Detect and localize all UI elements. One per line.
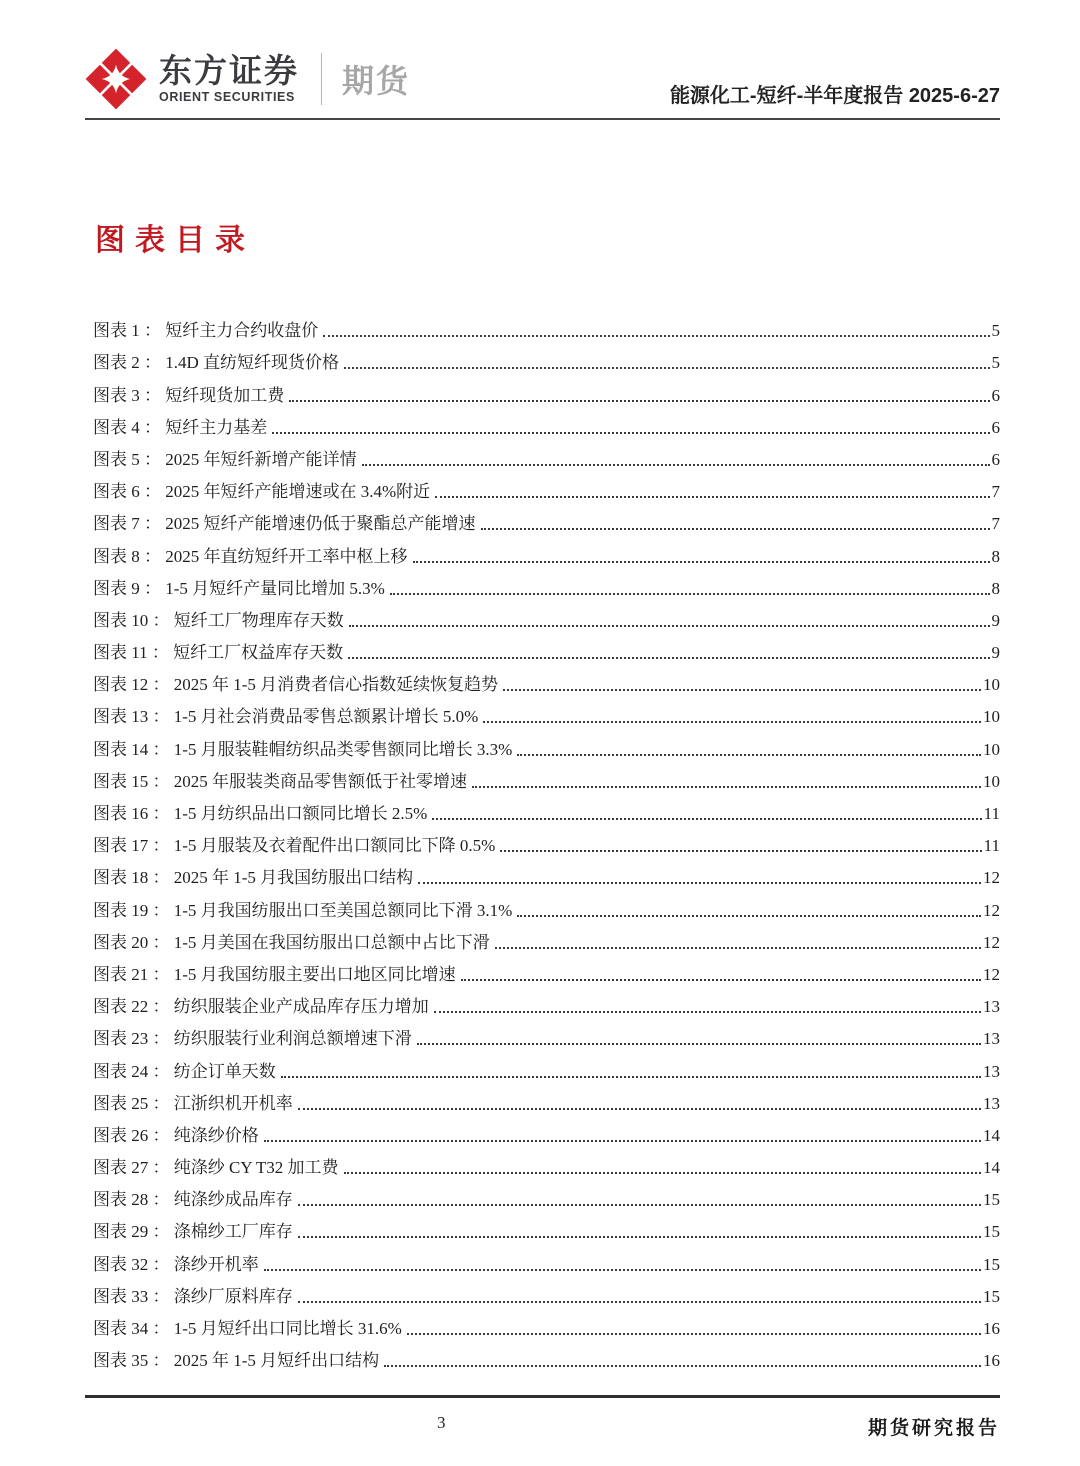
toc-page-number: 10 — [983, 771, 1000, 791]
report-title: 能源化工-短纤-半年度报告 2025-6-27 — [669, 85, 1000, 107]
toc-page-number: 10 — [983, 739, 1000, 759]
toc-dot-leader — [298, 1108, 981, 1110]
toc-page-number: 13 — [983, 1061, 1000, 1081]
toc-entry-label: 图表 28 ： 纯涤纱成品库存 — [93, 1190, 293, 1210]
toc-page-number: 8 — [991, 578, 1000, 598]
toc-entry — [85, 1017, 1000, 1049]
toc-entry-label: 图表 33 ： 涤纱厂原料库存 — [93, 1286, 293, 1306]
toc-dot-leader — [418, 882, 981, 884]
toc-entry — [85, 470, 1000, 502]
toc-page-number: 15 — [983, 1222, 1000, 1242]
toc-dot-leader — [481, 528, 990, 530]
brand-names — [159, 51, 299, 105]
toc-entry-label: 图表 35 ： 2025 年 1-5 月短纤出口结构 — [93, 1351, 380, 1371]
toc-page-number: 12 — [983, 868, 1000, 888]
toc-dot-leader — [349, 625, 990, 627]
toc-entry-label: 图表 26 ： 纯涤纱价格 — [93, 1125, 259, 1145]
toc-entry-label: 图表 1 ： 短纤主力合约收盘价 — [93, 321, 319, 341]
toc-dot-leader — [461, 979, 981, 981]
toc-entry — [85, 1242, 1000, 1274]
toc-entry-label: 图表 32 ： 涤纱开机率 — [93, 1254, 259, 1274]
toc-entry-label: 图表 19 ： 1-5 月我国纺服出口至美国总额同比下滑 3.1% — [93, 900, 513, 920]
toc-page-number: 16 — [983, 1351, 1000, 1371]
toc-dot-leader — [348, 657, 989, 659]
page-footer — [85, 1413, 1000, 1440]
toc-entry — [85, 406, 1000, 438]
brand-block — [85, 48, 410, 110]
toc-page-number: 7 — [991, 482, 1000, 502]
toc-dot-leader — [362, 464, 990, 466]
toc-dot-leader — [503, 689, 981, 691]
toc-entry — [85, 1114, 1000, 1146]
toc-entry — [85, 792, 1000, 824]
toc-entry — [85, 727, 1000, 759]
toc-dot-leader — [517, 915, 981, 917]
toc-dot-leader — [500, 850, 981, 852]
toc-entry-label: 图表 20 ： 1-5 月美国在我国纺服出口总额中占比下滑 — [93, 932, 490, 952]
toc-page-number: 11 — [983, 804, 1000, 823]
toc-entry — [85, 373, 1000, 405]
toc-entry — [85, 663, 1000, 695]
toc-entry — [85, 953, 1000, 985]
toc-entry-label: 图表 15 ： 2025 年服装类商品零售额低于社零增速 — [93, 771, 467, 791]
toc-dot-leader — [495, 947, 981, 949]
toc-entry-label: 图表 18 ： 2025 年 1-5 月我国纺服出口结构 — [93, 868, 414, 888]
toc-entry — [85, 309, 1000, 341]
toc-entry-label: 图表 17 ： 1-5 月服装及衣着配件出口额同比下降 0.5% — [93, 836, 496, 856]
toc-title: 图表目录 — [95, 224, 255, 257]
toc-page-number: 6 — [991, 417, 1000, 437]
toc-dot-leader — [289, 400, 989, 402]
header-rule — [85, 118, 1000, 120]
toc-entry-label: 图表 3 ： 短纤现货加工费 — [93, 385, 285, 405]
toc-entry-label: 图表 22 ： 纺织服装企业产成品库存压力增加 — [93, 997, 429, 1017]
toc-dot-leader — [432, 818, 981, 820]
toc-entry — [85, 1049, 1000, 1081]
toc-entry-label: 图表 34 ： 1-5 月短纤出口同比增长 31.6% — [93, 1319, 402, 1338]
toc-page-number: 15 — [983, 1254, 1000, 1274]
toc-dot-leader — [390, 593, 990, 595]
toc-entry-label: 图表 12 ： 2025 年 1-5 月消费者信心指数延续恢复趋势 — [93, 675, 499, 695]
toc-entry-label: 图表 29 ： 涤棉纱工厂库存 — [93, 1222, 293, 1242]
toc-entry — [85, 760, 1000, 792]
toc-page-number: 15 — [983, 1190, 1000, 1210]
toc-page-number: 5 — [991, 321, 1000, 341]
toc-entry-label: 图表 11 ： 短纤工厂权益库存天数 — [93, 643, 344, 663]
toc-entry-label: 图表 8 ： 2025 年直纺短纤开工率中枢上移 — [93, 546, 408, 566]
brand-name-en: ORIENT SECURITIES — [159, 90, 295, 105]
toc-dot-leader — [483, 721, 981, 723]
toc-entry-label: 图表 7 ： 2025 短纤产能增速仍低于聚酯总产能增速 — [93, 514, 476, 534]
toc-entry — [85, 567, 1000, 599]
toc-dot-leader — [344, 1172, 981, 1174]
toc-page-number: 13 — [983, 1029, 1000, 1049]
toc-dot-leader — [407, 1333, 981, 1335]
toc-entry — [85, 888, 1000, 920]
toc-entry — [85, 1082, 1000, 1114]
toc-page-number: 14 — [983, 1125, 1000, 1145]
toc-dot-leader — [298, 1236, 981, 1238]
toc-page-number: 9 — [991, 610, 1000, 630]
page-header — [85, 48, 1000, 110]
footer-page-number: 3 — [437, 1413, 446, 1433]
toc-dot-leader — [413, 561, 990, 563]
toc-list — [85, 309, 1000, 1371]
toc-entry-label: 图表 5 ： 2025 年短纤新增产能详情 — [93, 449, 357, 469]
toc-entry — [85, 985, 1000, 1017]
toc-page-number: 13 — [983, 1093, 1000, 1113]
toc-page-number: 12 — [983, 900, 1000, 920]
toc-dot-leader — [323, 335, 989, 337]
toc-page-number: 15 — [983, 1286, 1000, 1306]
toc-entry-label: 图表 14 ： 1-5 月服装鞋帽纺织品类零售额同比增长 3.3% — [93, 739, 513, 759]
toc-entry-label: 图表 9 ： 1-5 月短纤产量同比增加 5.3% — [93, 578, 385, 598]
toc-entry — [85, 1146, 1000, 1178]
toc-entry-label: 图表 24 ： 纺企订单天数 — [93, 1061, 276, 1081]
toc-entry-label: 图表 2 ： 1.4D 直纺短纤现货价格 — [93, 353, 340, 373]
toc-entry — [85, 1339, 1000, 1371]
brand-divider — [321, 53, 322, 105]
toc-page-number: 7 — [991, 514, 1000, 534]
toc-entry-label: 图表 27 ： 纯涤纱 CY T32 加工费 — [93, 1158, 339, 1178]
toc-page-number: 8 — [991, 546, 1000, 566]
division-label: 期货 — [342, 63, 411, 99]
toc-page-number: 16 — [983, 1319, 1000, 1338]
toc-entry — [85, 1307, 1000, 1339]
toc-dot-leader — [435, 496, 989, 498]
toc-entry — [85, 1178, 1000, 1210]
toc-entry — [85, 502, 1000, 534]
toc-dot-leader — [517, 754, 981, 756]
toc-page-number: 12 — [983, 964, 1000, 984]
toc-dot-leader — [472, 786, 981, 788]
toc-dot-leader — [272, 432, 989, 434]
toc-entry-label: 图表 16 ： 1-5 月纺织品出口额同比增长 2.5% — [93, 804, 428, 823]
toc-dot-leader — [434, 1011, 981, 1013]
toc-page-number: 9 — [991, 643, 1000, 663]
toc-entry — [85, 534, 1000, 566]
toc-page-number: 10 — [983, 707, 1000, 727]
toc-dot-leader — [281, 1076, 981, 1078]
toc-entry — [85, 341, 1000, 373]
toc-entry-label: 图表 10 ： 短纤工厂物理库存天数 — [93, 610, 344, 630]
toc-page-number: 6 — [991, 449, 1000, 469]
footer-label: 期货研究报告 — [867, 1418, 1000, 1440]
toc-dot-leader — [298, 1301, 981, 1303]
toc-page-number: 11 — [983, 836, 1000, 856]
toc-entry-label: 图表 25 ： 江浙织机开机率 — [93, 1093, 293, 1113]
toc-entry — [85, 599, 1000, 631]
toc-entry-label: 图表 21 ： 1-5 月我国纺服主要出口地区同比增速 — [93, 964, 456, 984]
toc-page-number: 10 — [983, 675, 1000, 695]
toc-dot-leader — [344, 367, 989, 369]
toc-entry-label: 图表 4 ： 短纤主力基差 — [93, 417, 268, 437]
toc-entry — [85, 856, 1000, 888]
toc-page-number: 12 — [983, 932, 1000, 952]
toc-dot-leader — [264, 1140, 981, 1142]
toc-dot-leader — [264, 1269, 981, 1271]
footer-rule — [85, 1395, 1000, 1398]
toc-entry-label: 图表 23 ： 纺织服装行业利润总额增速下滑 — [93, 1029, 412, 1049]
toc-dot-leader — [384, 1365, 981, 1367]
toc-entry-label: 图表 6 ： 2025 年短纤产能增速或在 3.4%附近 — [93, 482, 431, 502]
toc-entry — [85, 631, 1000, 663]
toc-entry — [85, 921, 1000, 953]
toc-page-number: 5 — [991, 353, 1000, 373]
toc-entry — [85, 1275, 1000, 1307]
toc-dot-leader — [298, 1204, 981, 1206]
toc-page-number: 13 — [983, 997, 1000, 1017]
toc-dot-leader — [417, 1043, 981, 1045]
toc-page-number: 14 — [983, 1158, 1000, 1178]
toc-entry — [85, 1210, 1000, 1242]
orient-securities-logo-icon — [85, 48, 147, 110]
toc-entry — [85, 824, 1000, 856]
toc-entry-label: 图表 13 ： 1-5 月社会消费品零售总额累计增长 5.0% — [93, 707, 479, 727]
toc-page-number: 6 — [991, 385, 1000, 405]
toc-entry — [85, 438, 1000, 470]
toc-entry — [85, 695, 1000, 727]
brand-name-cn: 东方证券 — [159, 51, 299, 89]
